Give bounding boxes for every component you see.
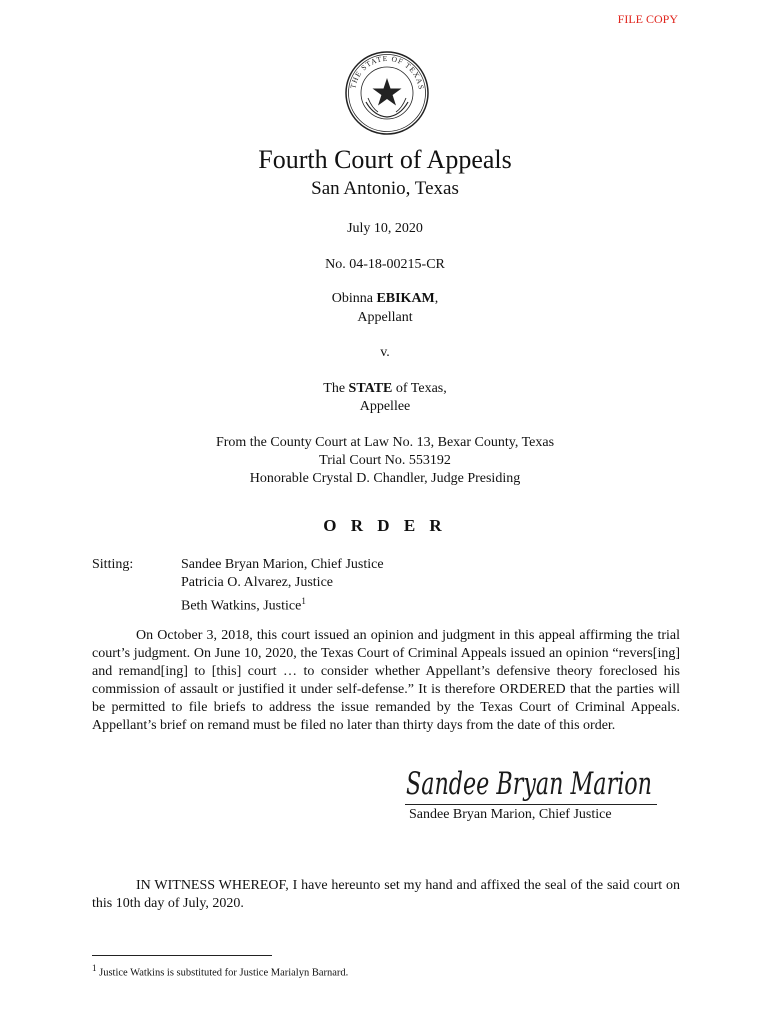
origin-court: From the County Court at Law No. 13, Bexar County, Texas — [215, 435, 555, 450]
footnote — [92, 963, 348, 979]
file-copy-label: FILE COPY — [617, 12, 678, 26]
svg-text:Sandee Bryan Marion: Sandee Bryan Marion — [406, 766, 652, 802]
appellant-name: Obinna EBIKAM, — [331, 291, 439, 306]
sitting-justices — [181, 556, 384, 616]
appellant-role: Appellant — [357, 310, 413, 325]
appellee-role: Appellee — [359, 399, 411, 414]
versus: v. — [380, 345, 390, 360]
witness-paragraph: IN WITNESS WHEREOF, I have hereunto set my hand and affixed the seal of the said court on this 10th day of July, 2020. — [92, 878, 680, 911]
court-name: Fourth Court of Appeals — [258, 145, 512, 174]
signatory-name: Sandee Bryan Marion, Chief Justice — [409, 807, 612, 822]
court-city: San Antonio, Texas — [311, 178, 459, 199]
appellee-name: The STATE of Texas, — [323, 381, 447, 396]
footnote-divider — [92, 955, 272, 956]
justice-1: Sandee Bryan Marion, Chief Justice — [181, 557, 384, 572]
sitting-label: Sitting: — [92, 557, 134, 572]
order-date: July 10, 2020 — [347, 221, 423, 236]
trial-court-number: Trial Court No. 553192 — [319, 453, 451, 468]
presiding-judge: Honorable Crystal D. Chandler, Judge Presiding — [249, 471, 521, 486]
footnote-text: Justice Watkins is substituted for Justice Marialyn Barnard. — [99, 967, 349, 979]
order-body-paragraph: On October 3, 2018, this court issued an opinion and judgment in this appeal affirming the trial court’s judgment. On June 10, 2020, the Texas Court of Criminal Appeals issued an opinion “revers[ing] and remand[ing] to [this] court … to consider whether Appellant’s defensive theory foreclosed his commission of assault or justified it under self-defense.” It is therefore ORDERED that the parties will be permitted to file briefs to address the issue remanded by the Texas Court of Criminal Appeals. Appellant’s brief on remand must be filed no later than thirty days from the date of this order. — [92, 628, 680, 733]
seal-text: THE STATE OF TEXAS — [348, 53, 426, 91]
case-number: No. 04-18-00215-CR — [325, 257, 445, 272]
signature-image — [404, 756, 660, 806]
order-title: O R D E R — [323, 516, 447, 535]
footnote-mark: 1 — [92, 963, 97, 973]
justice-2: Patricia O. Alvarez, Justice — [181, 575, 334, 590]
justice-3: Beth Watkins, Justice$^1$ — [181, 596, 306, 614]
footnote-ref[interactable]: 1 — [301, 596, 306, 606]
signature-line — [405, 804, 657, 805]
texas-seal-icon — [344, 50, 430, 136]
